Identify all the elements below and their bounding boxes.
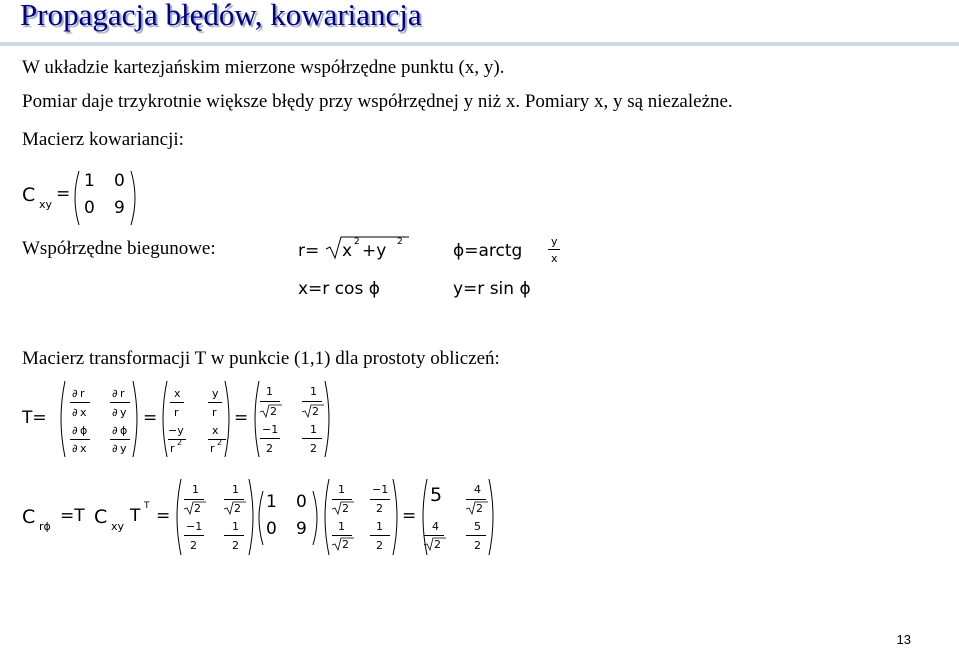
right-paren [128, 170, 140, 226]
fraction-bar [548, 249, 560, 250]
cell: −1 [262, 423, 279, 436]
cell: 1 [232, 483, 239, 496]
cell: 2 [474, 539, 481, 552]
t-equals-2: = [234, 408, 249, 428]
cov-equals: = [56, 184, 71, 204]
fraction-bar [110, 402, 130, 403]
text-line-1: W układzie kartezjańskim mierzone współrzędne punktu (x, y). [22, 57, 505, 78]
fraction-bar [302, 401, 322, 402]
cell: r [120, 387, 125, 400]
cell: 1 [338, 483, 345, 496]
covariance-label: Macierz kowariancji: [22, 129, 184, 150]
fraction-bar [184, 535, 204, 536]
fraction-bar [370, 535, 390, 536]
cell: r [174, 406, 179, 419]
partial: ∂ [72, 442, 78, 455]
title-divider [0, 42, 959, 46]
cov-a11: 1 [84, 171, 95, 191]
fraction-bar [260, 438, 280, 439]
r-plus-y: +y [362, 241, 387, 261]
cell: ϕ [120, 424, 128, 437]
cell: x [174, 387, 181, 400]
cell: r [212, 406, 217, 419]
polar-label: Współrzędne biegunowe: [22, 238, 216, 259]
fraction-bar [224, 535, 244, 536]
fraction-bar [110, 439, 130, 440]
partial: ∂ [112, 387, 118, 400]
cell: 5 [430, 484, 443, 506]
transform-label: Macierz transformacji T w punkcie (1,1) dla prostoty obliczeń: [22, 348, 500, 369]
partial: ∂ [72, 424, 78, 437]
cell: 2 [234, 502, 241, 515]
fraction-bar [208, 402, 222, 403]
partial: ∂ [112, 406, 118, 419]
cell: 5 [474, 520, 481, 533]
equals: = [402, 506, 417, 526]
partial: ∂ [112, 442, 118, 455]
cell: 4 [474, 483, 481, 496]
exp: 2 [354, 237, 360, 247]
cell: 2 [310, 442, 317, 455]
cell: 2 [476, 502, 483, 515]
left-paren [56, 380, 68, 458]
cov-a21: 0 [84, 198, 95, 218]
cell: y [120, 442, 127, 455]
cell: 1 [338, 520, 345, 533]
t-superscript: T [144, 501, 150, 511]
c-subscript: rϕ [39, 520, 51, 533]
cell: x [212, 424, 219, 437]
cell: 2 [342, 502, 349, 515]
left-paren [250, 380, 262, 458]
cell: 2 [342, 538, 349, 551]
cell: 2 [376, 539, 383, 552]
fraction-bar [466, 499, 486, 500]
cell: −1 [186, 520, 203, 533]
cell: ϕ [80, 424, 88, 437]
cell: 1 [192, 483, 199, 496]
fraction-bar [424, 535, 444, 536]
partial: ∂ [72, 406, 78, 419]
right-paren [322, 380, 334, 458]
cell: 1 [266, 385, 273, 398]
exp: 2 [177, 438, 183, 447]
left-paren [320, 478, 332, 556]
cell: 1 [310, 385, 317, 398]
cell: 0 [266, 519, 277, 539]
title-bar [0, 0, 959, 42]
cell: x [80, 406, 87, 419]
fraction-bar [466, 535, 486, 536]
fraction-bar [332, 499, 352, 500]
cell: 4 [432, 520, 439, 533]
r-lhs: r= [298, 241, 320, 261]
fraction-bar [70, 439, 90, 440]
cell: −y [168, 424, 184, 437]
frac-den: x [551, 252, 558, 265]
cell: 1 [232, 520, 239, 533]
t-symbol: T [130, 506, 141, 526]
cell: 2 [194, 502, 201, 515]
fraction-bar [332, 535, 352, 536]
cell: y [212, 387, 219, 400]
cell: y [120, 406, 127, 419]
cell: x [80, 442, 87, 455]
fraction-bar [70, 402, 90, 403]
right-paren [390, 478, 402, 556]
cell: 2 [376, 502, 383, 515]
fraction-bar [184, 499, 204, 500]
r-x: x [342, 241, 353, 261]
cell: r [210, 442, 215, 455]
cell: 1 [266, 492, 277, 512]
cov-a22: 9 [114, 198, 125, 218]
left-paren [172, 478, 184, 556]
partial: ∂ [72, 387, 78, 400]
right-paren [130, 380, 142, 458]
left-paren [254, 490, 266, 546]
cell: 0 [296, 492, 307, 512]
exp: 2 [217, 438, 223, 447]
fraction-bar [370, 499, 390, 500]
cell: 2 [232, 539, 239, 552]
t-lhs: T= [22, 408, 47, 428]
cell: 9 [296, 519, 307, 539]
c-symbol: C [22, 506, 36, 528]
text-line-2: Pomiar daje trzykrotnie większe błędy przy współrzędnej y niż x. Pomiary x, y są niezależne. [22, 91, 733, 112]
cell: 2 [434, 538, 441, 551]
eq-t: =T [60, 506, 85, 526]
equals: = [156, 506, 171, 526]
frac-num: y [551, 235, 558, 248]
page-number: 13 [896, 632, 911, 647]
t-equals: = [143, 408, 158, 428]
x-equation: x=r cos ϕ [298, 279, 380, 299]
cell: r [80, 387, 85, 400]
cov-symbol: C [22, 184, 36, 206]
cell: −1 [372, 483, 389, 496]
cov-a12: 0 [114, 171, 125, 191]
left-paren [70, 170, 82, 226]
cell: 2 [190, 539, 197, 552]
cov-subscript: xy [39, 198, 53, 211]
c-subscript: xy [111, 520, 125, 533]
right-paren [222, 380, 234, 458]
right-paren [486, 478, 498, 556]
partial: ∂ [112, 424, 118, 437]
cell: 1 [376, 520, 383, 533]
phi-lhs: ϕ=arctg [453, 241, 523, 261]
cell: 2 [312, 405, 319, 418]
cell: 1 [310, 423, 317, 436]
fraction-bar [170, 402, 184, 403]
fraction-bar [260, 401, 280, 402]
c-symbol: C [94, 506, 108, 528]
cell: r [170, 442, 175, 455]
exp: 2 [397, 237, 403, 247]
slide-title: Propagacja błędów, kowariancja [20, 0, 422, 32]
fraction-bar [302, 438, 322, 439]
cell: 2 [270, 405, 277, 418]
left-paren [158, 380, 170, 458]
fraction-bar [224, 499, 244, 500]
y-equation: y=r sin ϕ [453, 279, 531, 299]
cell: 2 [266, 442, 273, 455]
